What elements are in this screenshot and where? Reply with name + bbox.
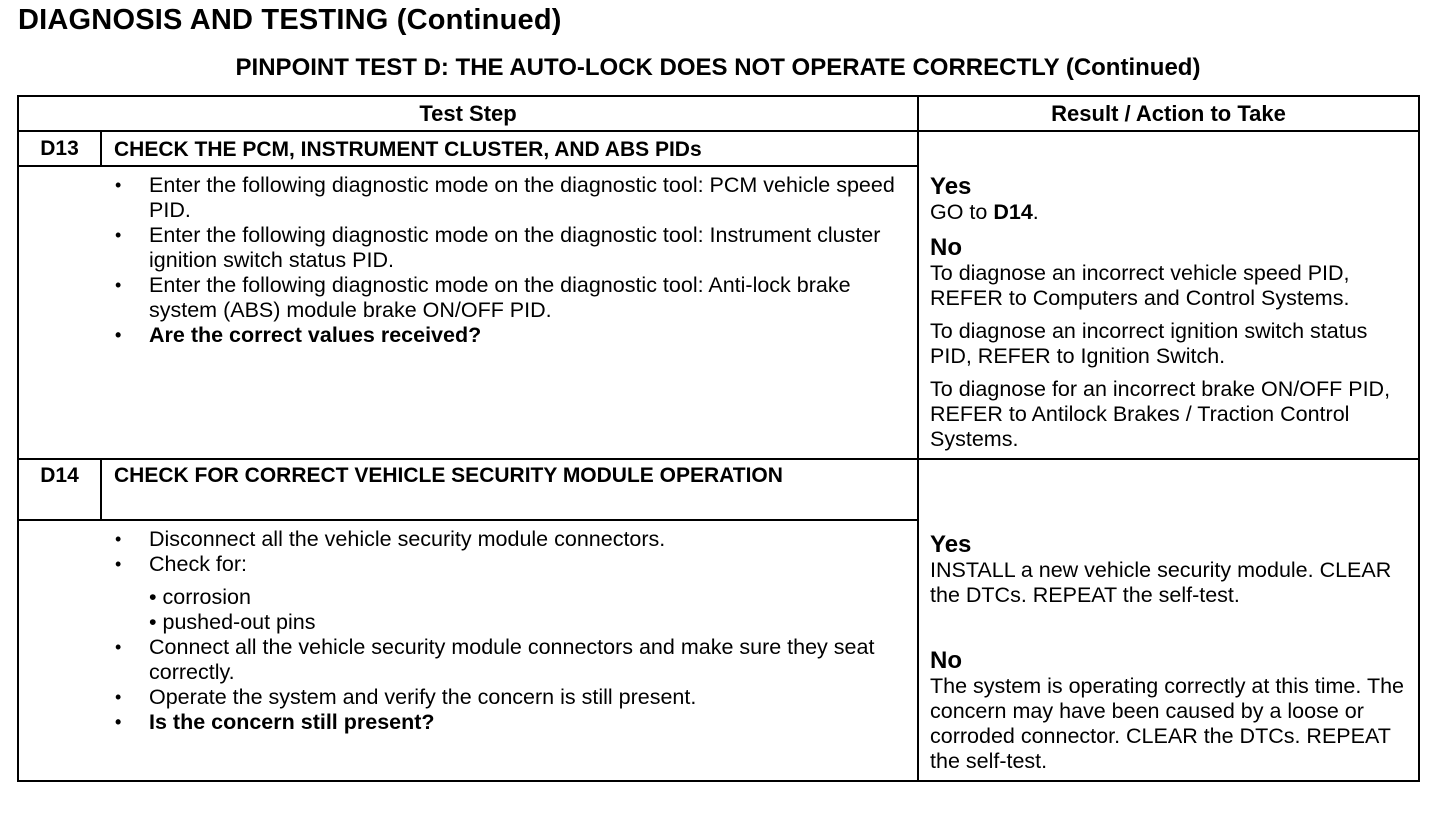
no-label-d14: No [930,647,963,674]
no-action-d13-3: To diagnose for an incorrect brake ON/OFF PID, REFER to Antilock Brakes / Traction Control Systems. [930,377,1391,451]
step-id-d14: D14 [18,459,101,520]
pinpoint-test-title: PINPOINT TEST D: THE AUTO-LOCK DOES NOT OPERATE CORRECTLY (Continued) [235,54,1201,81]
no-action-d13-2: To diagnose an incorrect ignition switch status PID, REFER to Ignition Switch. [930,319,1368,368]
no-action-d13-1: To diagnose an incorrect vehicle speed PID, REFER to Computers and Control Systems. [930,261,1350,310]
yes-label-d14: Yes [930,531,972,558]
column-header-result: Result / Action to Take [918,96,1419,131]
list-item: • Enter the following diagnostic mode on the diagnostic tool: Instrument cluster ignition switch status PID. [115,223,917,273]
list-item: • Disconnect all the vehicle security module connectors. [115,527,917,552]
pinpoint-test-table [17,95,1420,782]
question-d13: • Are the correct values received? [115,323,917,348]
check-item-corrosion: • corrosion [149,585,251,609]
table-header-row [18,96,1419,131]
step-d13-title-row [18,131,1419,166]
no-label-d13: No [930,234,963,261]
step-d13-instructions [101,166,918,459]
yes-action-d14: INSTALL a new vehicle security module. CLEAR the DTCs. REPEAT the self-test. [930,558,1392,607]
list-item: • Connect all the vehicle security module connectors and make sure they seat correctly. [115,635,917,685]
check-item-pushed-out-pins: • pushed-out pins [149,610,316,634]
yes-label-d13: Yes [930,173,972,200]
yes-action-d13: GO to D14. [930,200,1039,224]
step-d14-title-row [18,459,1419,520]
step-title-d13: CHECK THE PCM, INSTRUMENT CLUSTER, AND ABS PIDs [101,131,918,166]
result-d13 [918,131,1419,459]
list-item: • Check for: • corrosion • pushed-out pins [115,552,917,635]
list-item: • Enter the following diagnostic mode on the diagnostic tool: PCM vehicle speed PID. [115,173,917,223]
step-id-d13: D13 [18,131,101,166]
result-d14 [918,459,1419,781]
page-title: DIAGNOSIS AND TESTING (Continued) [18,4,562,36]
step-d13-spacer [18,166,101,459]
no-action-d14: The system is operating correctly at this time. The concern may have been caused by a loose or corroded connector. CLEAR the DTCs. REPEAT the self-test. [930,674,1404,773]
question-d14: • Is the concern still present? [115,710,917,735]
step-d14-spacer [18,520,101,781]
step-title-d14: CHECK FOR CORRECT VEHICLE SECURITY MODULE OPERATION [101,459,918,520]
list-item: • Enter the following diagnostic mode on the diagnostic tool: Anti-lock brake system (ABS) module brake ON/OFF PID. [115,273,917,323]
column-header-test-step: Test Step [18,96,918,131]
step-d14-instructions [101,520,918,781]
list-item: • Operate the system and verify the concern is still present. [115,685,917,710]
